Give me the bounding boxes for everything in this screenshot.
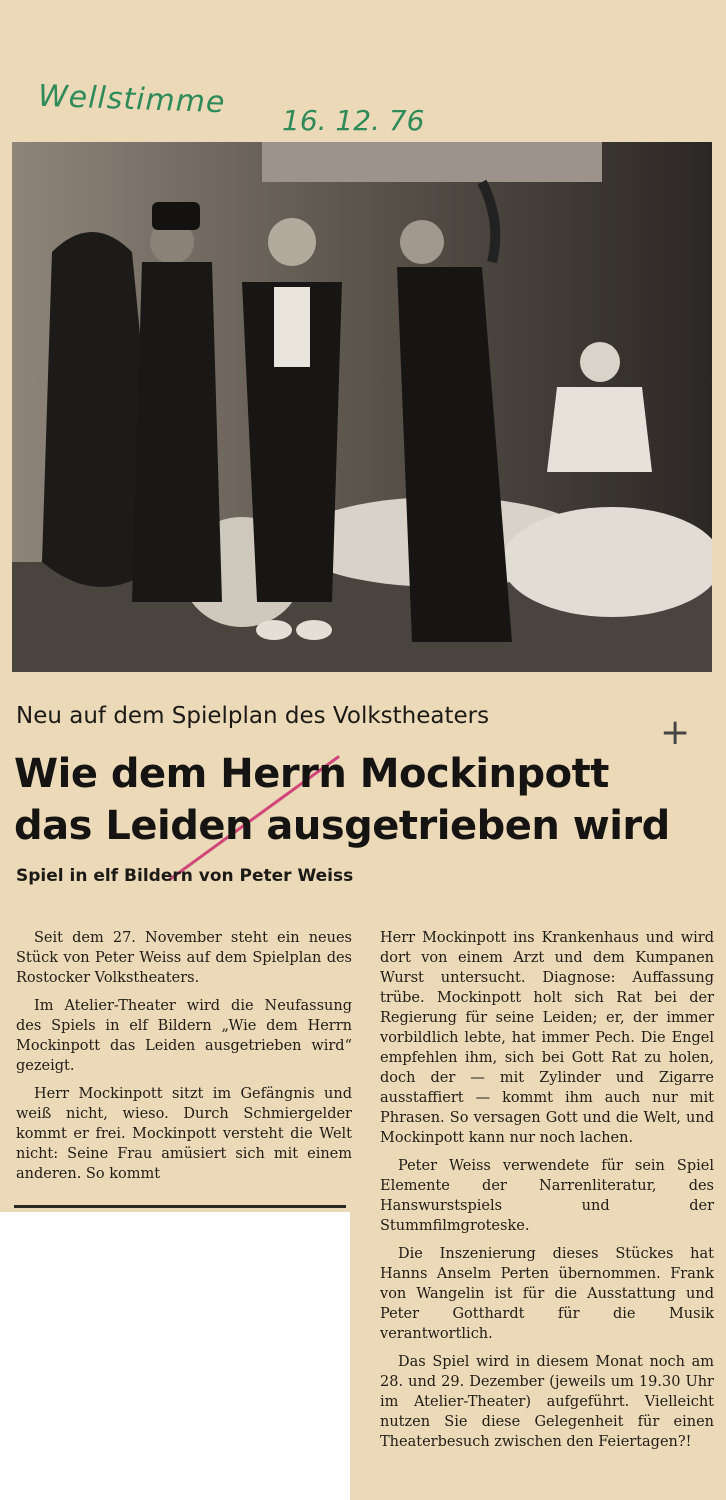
margin-mark: + xyxy=(660,712,691,753)
column-rule xyxy=(14,1205,346,1208)
article-column-2 xyxy=(380,928,714,1460)
article-kicker: Neu auf dem Spielplan des Volkstheaters xyxy=(16,703,490,729)
article-column-1 xyxy=(16,928,352,1192)
paragraph: Im Atelier-Theater wird die Neufassung des Spiels in elf Bildern „Wie dem Herrn Mockinpott das Leiden ausgetrieben wird“ gezeigt. xyxy=(16,998,352,1074)
handwritten-date: 16. 12. 76 xyxy=(282,104,425,137)
article-subhead: Spiel in elf Bildern von Peter Weiss xyxy=(16,866,354,886)
stage-photo-illustration xyxy=(12,142,712,672)
paragraph: Die Inszenierung dieses Stückes hat Hanns Anselm Perten übernommen. Frank von Wangelin ist für die Ausstattung und Peter Gotthardt für die Musik verantwortlich. xyxy=(380,1246,714,1342)
paragraph: Das Spiel wird in diesem Monat noch am 28. und 29. Dezember (jeweils um 19.30 Uhr im Atelier-Theater) aufgeführt. Vielleicht nutzen Sie diese Gelegenheit für einen Theaterbesuch zwischen den Feiertagen?! xyxy=(380,1354,714,1450)
paragraph: Herr Mockinpott sitzt im Gefängnis und weiß nicht, wieso. Durch Schmiergelder kommt er frei. Mockinpott versteht die Welt nicht: Seine Frau amüsiert sich mit einem anderen. So kommt xyxy=(16,1086,352,1182)
headline-line-2: das Leiden ausgetrieben wird xyxy=(14,803,670,849)
paragraph: Herr Mockinpott ins Krankenhaus und wird dort von einem Arzt und dem Kumpanen Wurst untersucht. Diagnose: Auffassung trübe. Mockinpott holt sich Rat bei der Regierung für seine Leiden; er, der immer vorbildlich lebte, hat immer Pech. Die Engel empfehlen ihm, sich bei Gott Rat zu holen, doch der — mit Zylinder und Zigarre ausstaffiert — kommt ihm auch nur mit Phrasen. So versagen Gott und die Welt, und Mockinpott kann nur noch lachen. xyxy=(380,930,714,1146)
handwritten-source-note: Wellstimme xyxy=(37,78,226,121)
paragraph: Peter Weiss verwendete für sein Spiel Elemente der Narrenliteratur, des Hanswurstspiels und der Stummfilmgroteske. xyxy=(380,1158,714,1234)
paragraph: Seit dem 27. November steht ein neues Stück von Peter Weiss auf dem Spielplan des Rostocker Volkstheaters. xyxy=(16,930,352,986)
stage-photo xyxy=(12,142,712,672)
article-headline xyxy=(14,748,724,852)
headline-line-1: Wie dem Herrn Mockinpott xyxy=(14,751,609,797)
